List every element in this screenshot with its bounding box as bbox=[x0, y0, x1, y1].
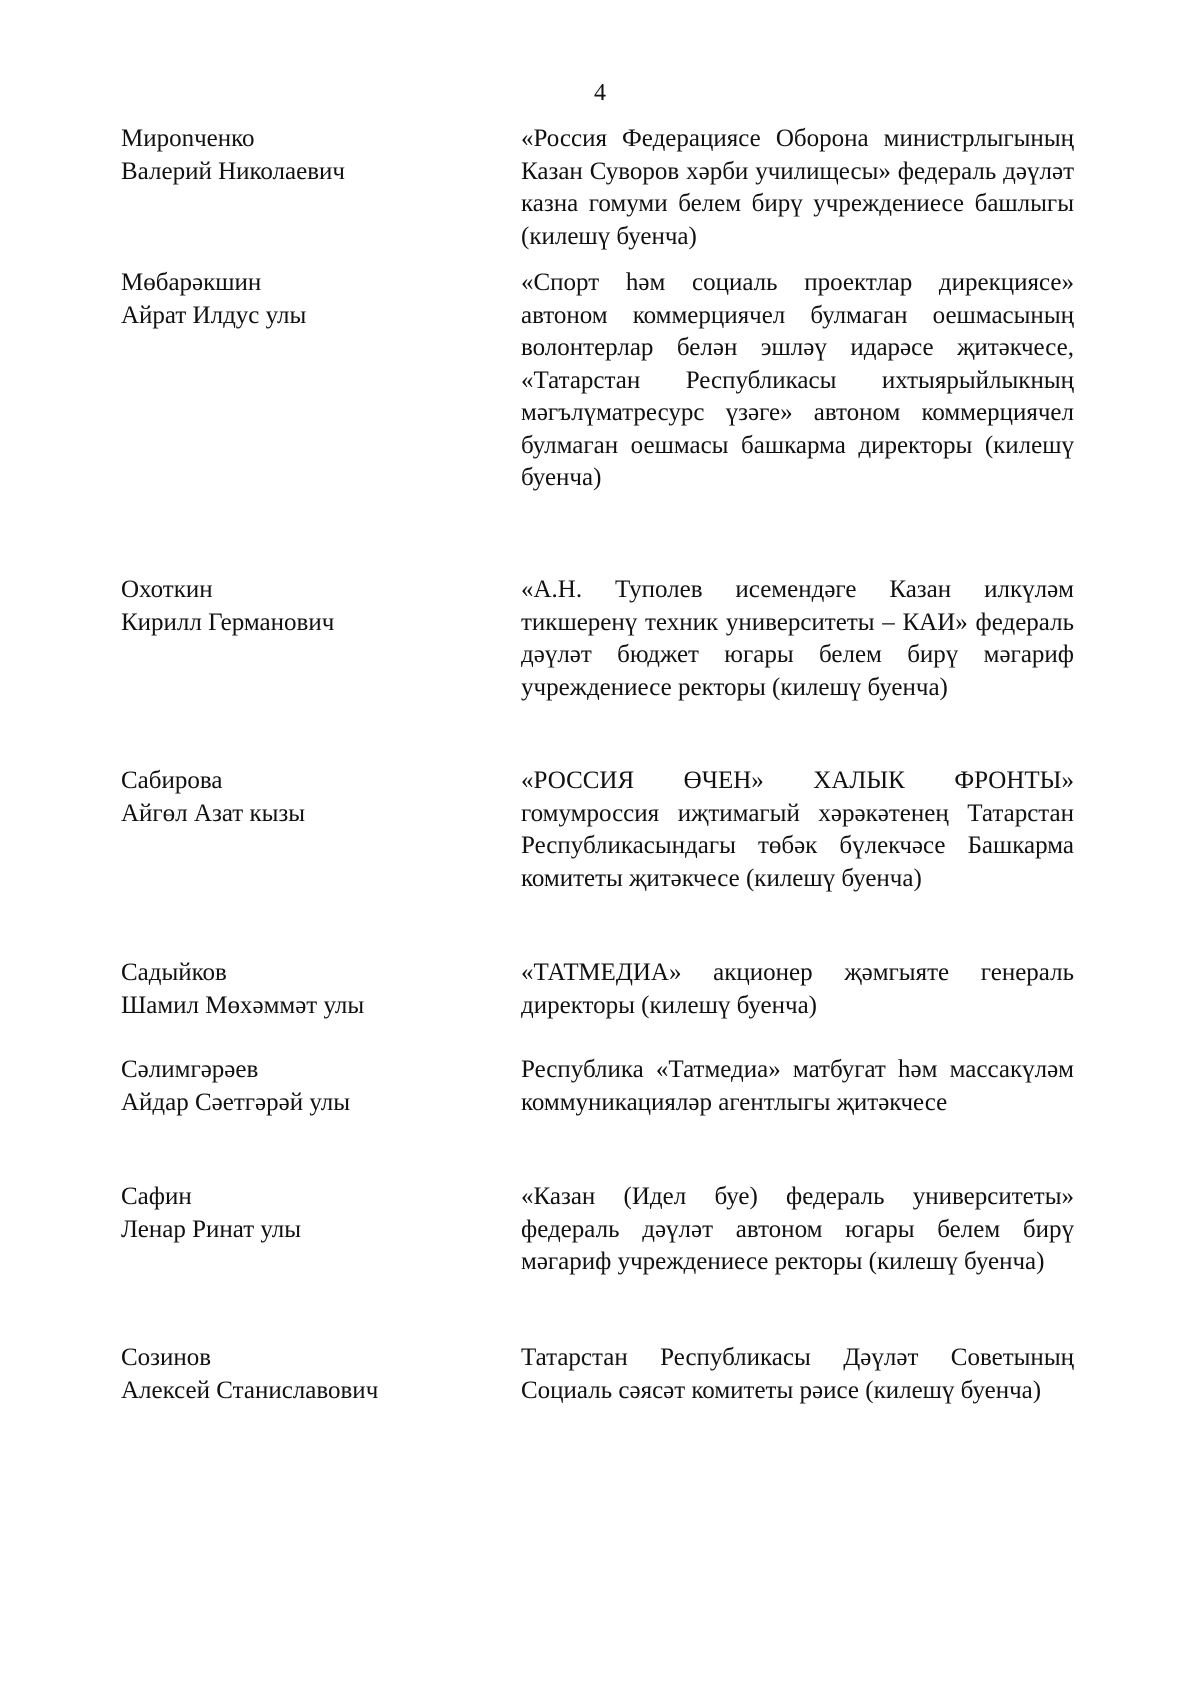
member-position: «Казан (Идел буе) федераль университеты» федераль дәүләт автоном югары белем бирү мәгариф учреждениесе ректоры (килешү буенча) bbox=[521, 1183, 1074, 1275]
member-name bbox=[121, 267, 501, 332]
member-given-name: Валерий Николаевич bbox=[121, 157, 345, 185]
member-surname: Мирonченко bbox=[121, 125, 255, 152]
page-number: 4 bbox=[594, 80, 606, 106]
member-position: «А.Н. Туполев исемендәге Казан илкүләм тикшеренү техник университеты – КАИ» федераль дәүләт бюджет югары белем бирү мәгариф учреждениесе ректоры (килешү буенча) bbox=[521, 576, 1074, 701]
member-name bbox=[121, 1181, 501, 1246]
member-name bbox=[121, 1054, 501, 1119]
member-surname: Сабирова bbox=[121, 767, 223, 794]
member-position: Республика «Татмедиа» матбугат һәм массакүләм коммуникацияләр агентлыгы җитәкчесе bbox=[521, 1056, 1074, 1116]
member-surname: Охоткин bbox=[121, 576, 213, 603]
member-surname: Садыйков bbox=[121, 959, 227, 986]
member-surname: Созинов bbox=[121, 1344, 212, 1371]
member-name bbox=[121, 957, 501, 1022]
member-given-name: Ленар Ринат улы bbox=[121, 1215, 302, 1243]
member-given-name: Айдар Сәетгәрәй улы bbox=[121, 1088, 351, 1116]
member-given-name: Айгөл Азат кызы bbox=[121, 799, 306, 827]
member-position: «Россия Федерациясе Оборона министрлыгының Казан Суворов хәрби училищесы» федераль дәүләт казна гомуми белем бирү учреждениесе башлыгы (килешү буенча) bbox=[521, 125, 1074, 250]
member-given-name: Шамил Мөхәммәт улы bbox=[121, 991, 365, 1019]
member-name bbox=[121, 765, 501, 830]
member-name bbox=[121, 1342, 501, 1407]
member-position: «Спорт һәм социаль проектлар дирекциясе» автоном коммерциячел булмаган оешмасының волонтерлар белән эшләү идарәсе җитәкчесе, «Татарстан Республикасы ихтыярыйлыкның мәгълүматресурс үзәге» автоном коммерциячел булмаган оешмасы башкарма директоры (килешү буенча) bbox=[521, 269, 1074, 491]
member-surname: Сәлимгәрәев bbox=[121, 1056, 259, 1083]
member-given-name: Айрат Илдус улы bbox=[121, 301, 307, 329]
member-surname: Мөбарәкшин bbox=[121, 269, 262, 296]
member-position: Татарстан Республикасы Дәүләт Советының Социаль сәясәт комитеты рәисе (килешү буенча) bbox=[521, 1344, 1074, 1404]
member-name bbox=[121, 123, 501, 188]
member-position: «РОССИЯ ӨЧЕН» ХАЛЫК ФРОНТЫ» гомумроссия иҗтимагый хәрәкәтенең Татарстан Республикасындагы төбәк бүлекчәсе Башкарма комитеты җитәкчесе (килешү буенча) bbox=[521, 767, 1074, 892]
member-given-name: Кирилл Германович bbox=[121, 608, 335, 636]
member-given-name: Алексей Станиславович bbox=[121, 1376, 379, 1404]
member-surname: Сафин bbox=[121, 1183, 192, 1210]
member-position: «ТАТМЕДИА» акционер җәмгыяте генераль директоры (килешү буенча) bbox=[521, 959, 1074, 1019]
member-name bbox=[121, 574, 501, 639]
